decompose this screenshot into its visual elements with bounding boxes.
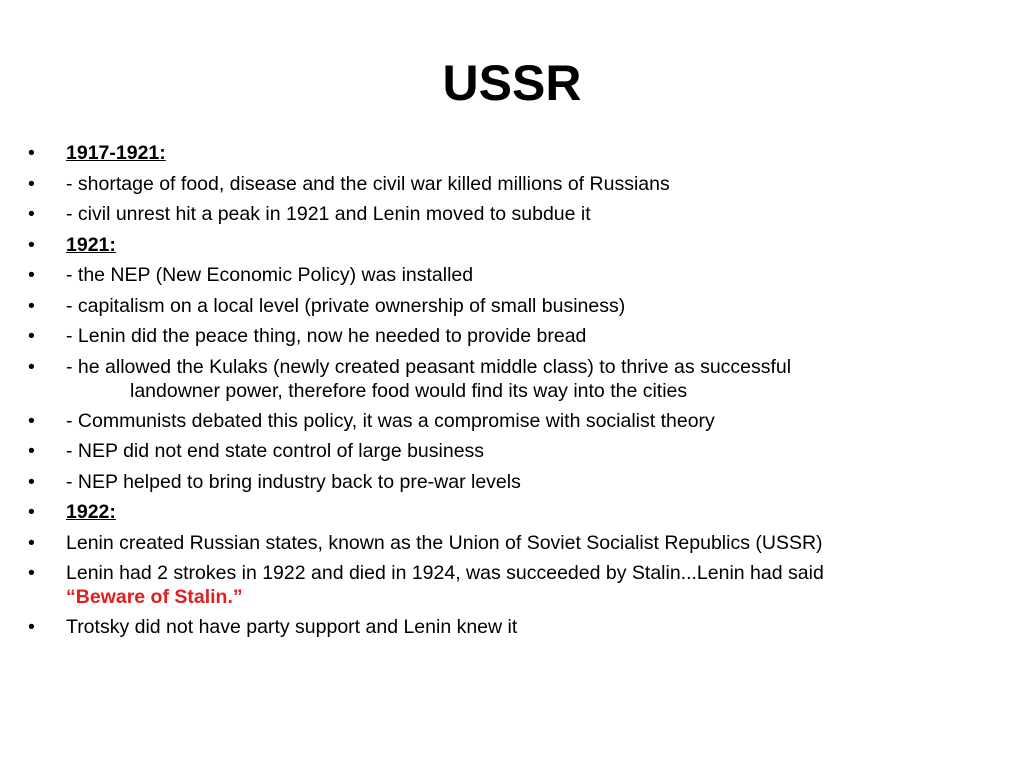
- bullet-text: 1917-1921:: [66, 142, 166, 164]
- bullet-text: - the NEP (New Economic Policy) was installed: [66, 264, 474, 286]
- bullet-dot-icon: •: [28, 501, 35, 523]
- bullet-item: [28, 169, 998, 200]
- bullet-list: [28, 138, 998, 643]
- bullet-dot-icon: •: [28, 440, 35, 462]
- bullet-dot-icon: •: [28, 294, 35, 317]
- bullet-dot-icon: •: [28, 470, 35, 493]
- bullet-dot-icon: •: [28, 562, 35, 584]
- bullet-item: [28, 260, 998, 291]
- bullet-text-continuation: landowner power, therefore food would find its way into the cities: [130, 379, 688, 402]
- bullet-dot-icon: •: [28, 264, 35, 286]
- bullet-dot-icon: •: [28, 355, 35, 378]
- bullet-dot-icon: •: [28, 409, 35, 432]
- bullet-item: [28, 352, 998, 406]
- bullet-dot-icon: •: [28, 233, 35, 256]
- bullet-text: Lenin had 2 strokes in 1922 and died in 1924, was succeeded by Stalin...Lenin had said: [66, 562, 824, 584]
- bullet-text: - Lenin did the peace thing, now he needed to provide bread: [66, 325, 587, 347]
- bullet-text: Lenin created Russian states, known as the Union of Soviet Socialist Republics (USSR): [66, 531, 823, 554]
- bullet-text: Trotsky did not have party support and Lenin knew it: [66, 616, 518, 638]
- bullet-text: - NEP did not end state control of large business: [66, 440, 485, 462]
- bullet-dot-icon: •: [28, 325, 35, 347]
- bullet-text: - Communists debated this policy, it was a compromise with socialist theory: [66, 409, 715, 432]
- bullet-dot-icon: •: [28, 616, 35, 638]
- bullet-dot-icon: •: [28, 531, 35, 554]
- bullet-item-heading-1917-1921: [28, 138, 998, 169]
- bullet-item-heading-1922: [28, 497, 998, 528]
- bullet-item: [28, 436, 998, 467]
- bullet-item: [28, 528, 998, 559]
- slide-title: USSR: [442, 55, 582, 111]
- bullet-item-heading-1921: [28, 230, 998, 261]
- bullet-item: [28, 406, 998, 437]
- bullet-item: [28, 612, 998, 643]
- bullet-item: [28, 467, 998, 498]
- bullet-text: - he allowed the Kulaks (newly created peasant middle class) to thrive as successful: [66, 355, 792, 378]
- bullet-item: [28, 199, 998, 230]
- bullet-text: - civil unrest hit a peak in 1921 and Lenin moved to subdue it: [66, 203, 591, 225]
- bullet-text: 1921:: [66, 233, 116, 256]
- stalin-quote: “Beware of Stalin.”: [66, 586, 243, 608]
- bullet-text: - NEP helped to bring industry back to pre-war levels: [66, 470, 521, 493]
- bullet-item: [28, 291, 998, 322]
- bullet-item: [28, 558, 998, 612]
- bullet-dot-icon: •: [28, 203, 35, 225]
- bullet-text: - capitalism on a local level (private ownership of small business): [66, 294, 626, 317]
- bullet-dot-icon: •: [28, 172, 35, 195]
- bullet-item: [28, 321, 998, 352]
- bullet-text: - shortage of food, disease and the civil war killed millions of Russians: [66, 172, 670, 195]
- bullet-text: 1922:: [66, 501, 116, 523]
- bullet-dot-icon: •: [28, 142, 35, 164]
